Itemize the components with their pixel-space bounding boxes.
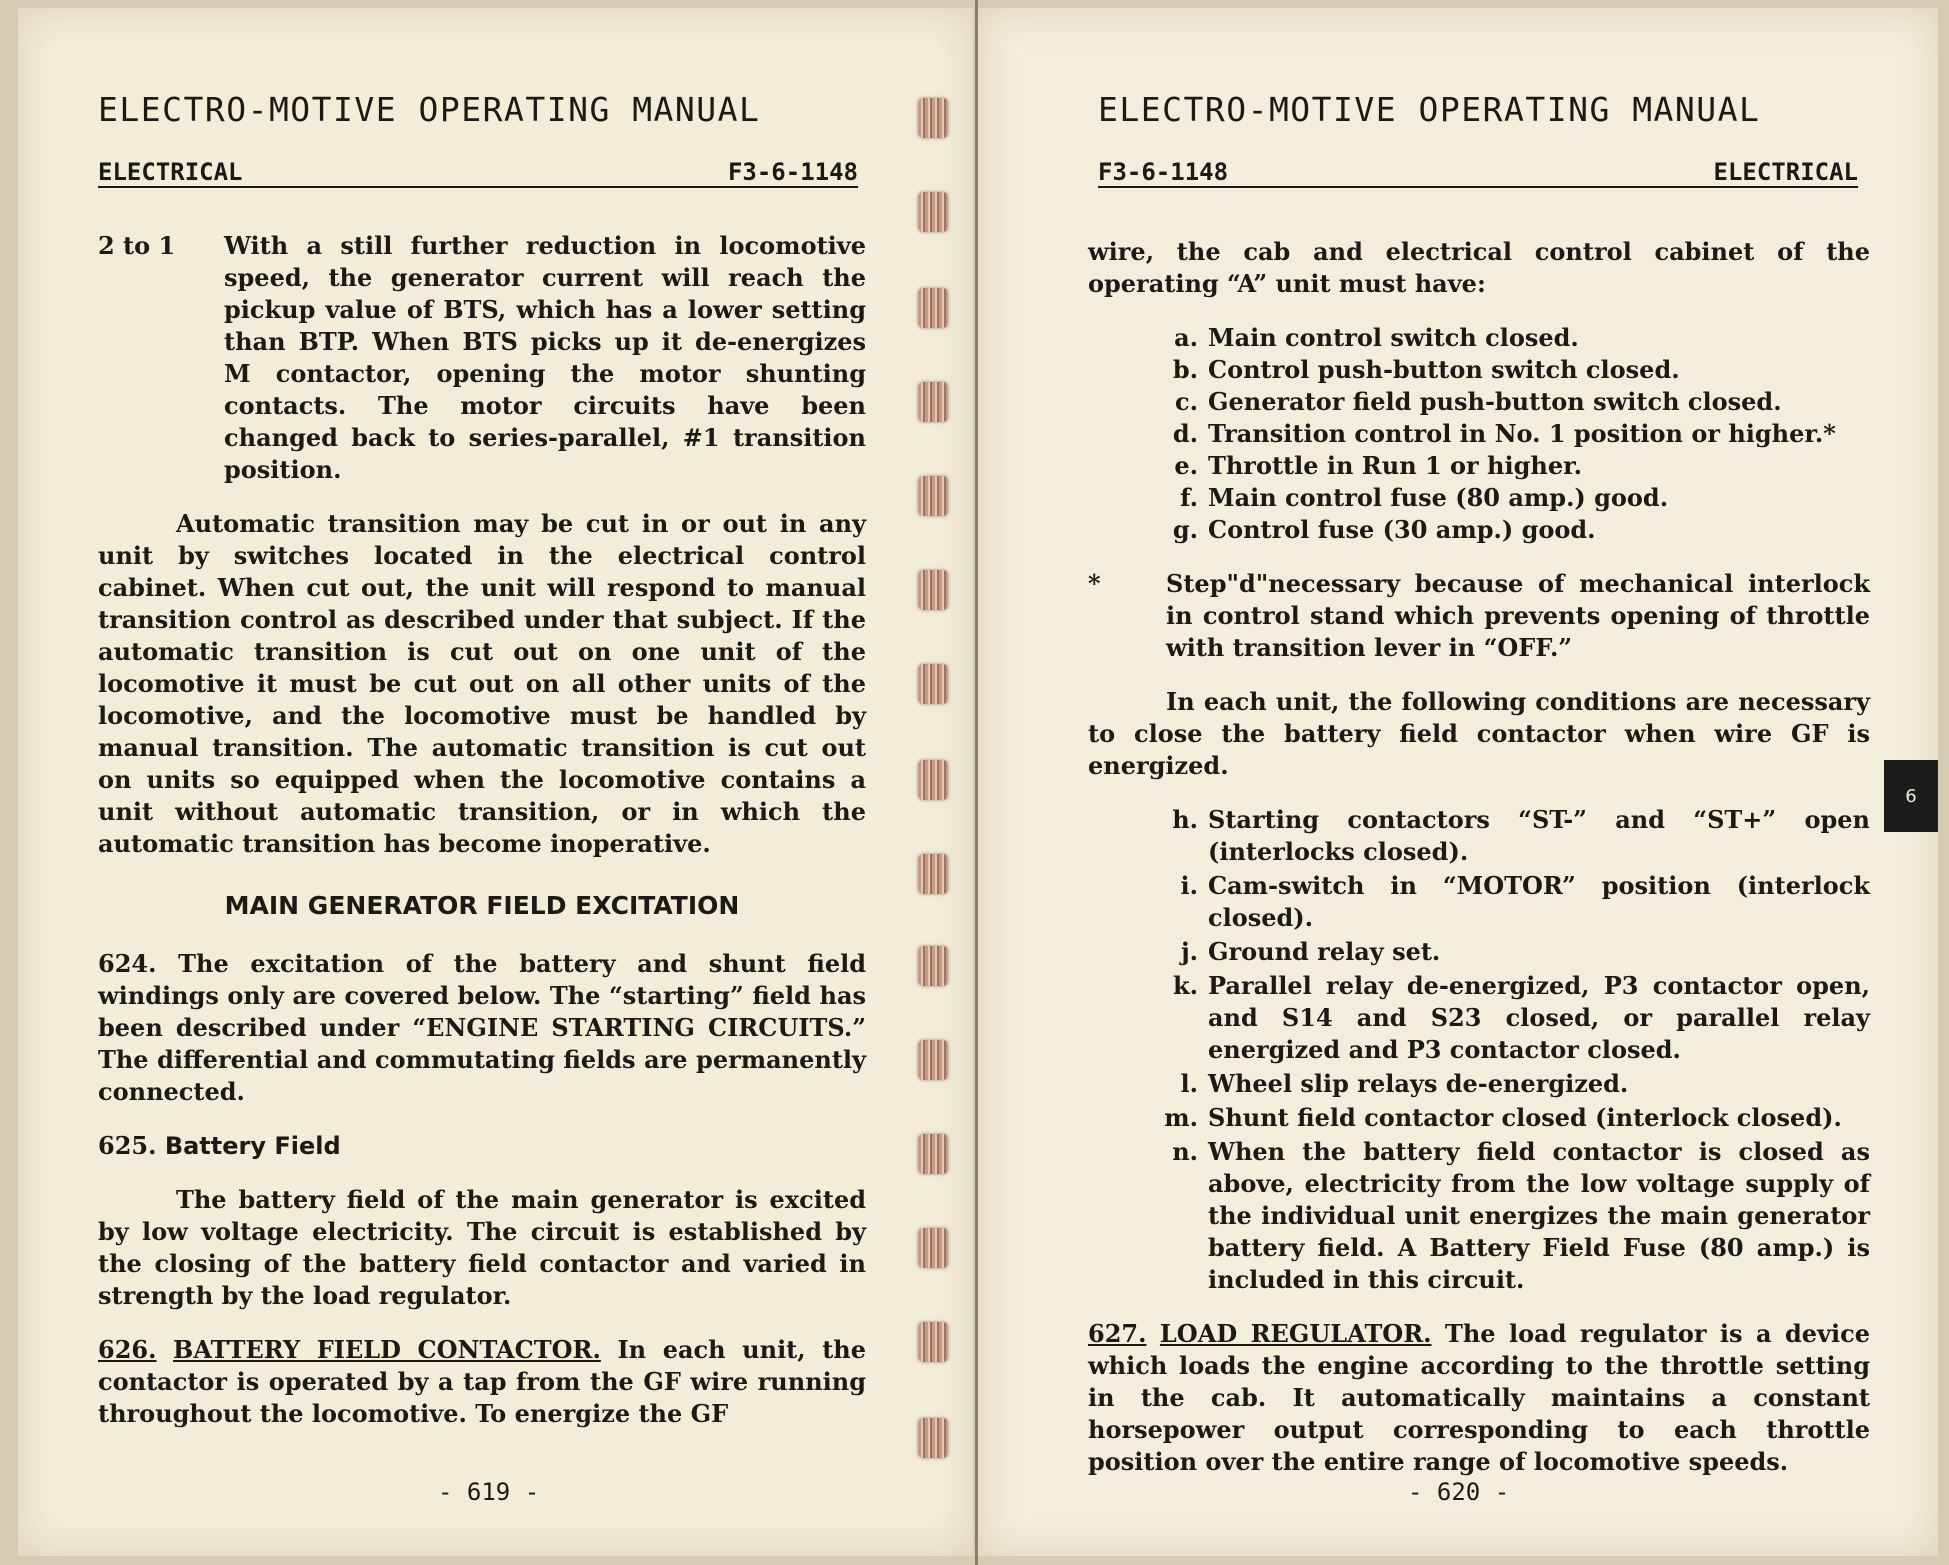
list-item: a. Main control switch closed. bbox=[1174, 323, 1579, 352]
list-item: j. Ground relay set. bbox=[1180, 937, 1441, 966]
paragraph-625-heading bbox=[98, 1130, 866, 1162]
list-item: n. When the battery field contactor is closed as above, electricity from the low voltage supply of the individual unit energizes the main generator battery field. A Battery Field Fuse (80 amp.) is included in this circuit. bbox=[1172, 1137, 1870, 1294]
auto-transition-paragraph: Automatic transition may be cut in or out in any unit by switches located in the electrical control cabinet. When cut out, the unit will respond to manual transition control as described under that subject. If the automatic transition is cut out on one unit of the locomotive it must be cut out on all other units of the locomotive, and the locomotive must be handled by manual transition. The automatic transition is cut out on units so equipped when the locomotive contains a unit without automatic transition, or in which the automatic transition has become inoperative. bbox=[98, 509, 866, 858]
list-item: g. Control fuse (30 amp.) good. bbox=[1172, 515, 1596, 544]
list-item: b. Control push-button switch closed. bbox=[1172, 355, 1680, 384]
footnote bbox=[1088, 568, 1870, 664]
section-tab: 6 bbox=[1884, 760, 1938, 832]
unit-conditions-list bbox=[1158, 804, 1870, 1296]
section-heading: MAIN GENERATOR FIELD EXCITATION bbox=[224, 891, 740, 920]
step-label: 2 to 1 bbox=[98, 231, 176, 260]
step-text: With a still further reduction in locomotive speed, the generator current will reach the pickup value of BTS, which has a lower setting than BTP. When BTS picks up it de-energizes M contactor, opening the motor shunting contacts. The motor circuits have been changed back to series-parallel, #1 transition position. bbox=[224, 231, 866, 484]
p627-number: 627. bbox=[1088, 1319, 1147, 1348]
list-item: e. Throttle in Run 1 or higher. bbox=[1174, 451, 1582, 480]
cab-conditions-list bbox=[1158, 322, 1870, 546]
right-body bbox=[1088, 236, 1870, 1500]
paragraph-625: The battery field of the main generator is excited by low voltage electricity. The circuit is established by the closing of the battery field contactor and varied in strength by the load regulator. bbox=[98, 1185, 866, 1310]
paragraph-626 bbox=[98, 1334, 866, 1430]
p626-number: 626. bbox=[98, 1335, 157, 1364]
list-item: l. Wheel slip relays de-energized. bbox=[1180, 1069, 1629, 1098]
p627-title: LOAD REGULATOR. bbox=[1159, 1319, 1432, 1348]
list-item: i. Cam-switch in “MOTOR” position (interlock closed). bbox=[1180, 871, 1870, 932]
right-page bbox=[978, 8, 1938, 1556]
p625-number: 625. bbox=[98, 1131, 157, 1160]
p626-text: In each unit, the contactor is operated by a tap from the GF wire running throughout the locomotive. To energize the GF bbox=[98, 1335, 867, 1428]
right-subheader bbox=[1098, 154, 1858, 188]
list-item: c. Generator field push-button switch closed. bbox=[1175, 387, 1782, 416]
left-page-number: - 619 - bbox=[438, 1478, 540, 1506]
left-page bbox=[18, 8, 973, 1556]
unit-conditions-paragraph: In each unit, the following conditions are necessary to close the battery field contactor when wire GF is energized. bbox=[1088, 687, 1870, 780]
right-page-number: - 620 - bbox=[1408, 1478, 1510, 1506]
left-header-title: ELECTRO-MOTIVE OPERATING MANUAL bbox=[98, 90, 761, 129]
list-item: f. Main control fuse (80 amp.) good. bbox=[1180, 483, 1669, 512]
right-section-label: ELECTRICAL bbox=[1713, 158, 1858, 186]
continuation-text: wire, the cab and electrical control cabinet of the operating “A” unit must have: bbox=[1088, 237, 1870, 298]
p627-text: The load regulator is a device which loads the engine according to the throttle setting in the cab. It automatically maintains a constant horsepower output corresponding to each throttle position over the entire range of locomotive speeds. bbox=[1088, 1319, 1871, 1476]
paragraph-624: 624. The excitation of the battery and shunt field windings only are covered below. The “starting” field has been described under “ENGINE STARTING CIRCUITS.” The differential and commutating fields are permanently connected. bbox=[98, 949, 866, 1106]
binding-holes-left bbox=[918, 0, 978, 1565]
left-doc-number: F3-6-1148 bbox=[727, 158, 858, 186]
list-item: m. Shunt field contactor closed (interlock closed). bbox=[1164, 1103, 1842, 1132]
step-2-to-1 bbox=[98, 230, 866, 486]
footnote-text: Step"d"necessary because of mechanical interlock in control stand which prevents opening of throttle with transition lever in “OFF.” bbox=[1166, 569, 1870, 662]
list-item: k. Parallel relay de-energized, P3 contactor open, and S14 and S23 closed, or parallel relay energized and P3 contactor closed. bbox=[1173, 971, 1870, 1064]
p625-title: Battery Field bbox=[164, 1132, 341, 1160]
right-header-title: ELECTRO-MOTIVE OPERATING MANUAL bbox=[1098, 90, 1761, 129]
p626-title: BATTERY FIELD CONTACTOR. bbox=[173, 1335, 601, 1364]
right-doc-number: F3-6-1148 bbox=[1098, 158, 1229, 186]
list-item: d. Transition control in No. 1 position or higher.* bbox=[1172, 419, 1836, 448]
paragraph-627 bbox=[1088, 1318, 1870, 1478]
list-item: h. Starting contactors “ST-” and “ST+” open (interlocks closed). bbox=[1172, 805, 1870, 866]
footnote-mark: * bbox=[1088, 569, 1101, 598]
left-subheader bbox=[98, 154, 858, 188]
left-section-label: ELECTRICAL bbox=[98, 158, 243, 186]
left-body bbox=[98, 230, 866, 1452]
